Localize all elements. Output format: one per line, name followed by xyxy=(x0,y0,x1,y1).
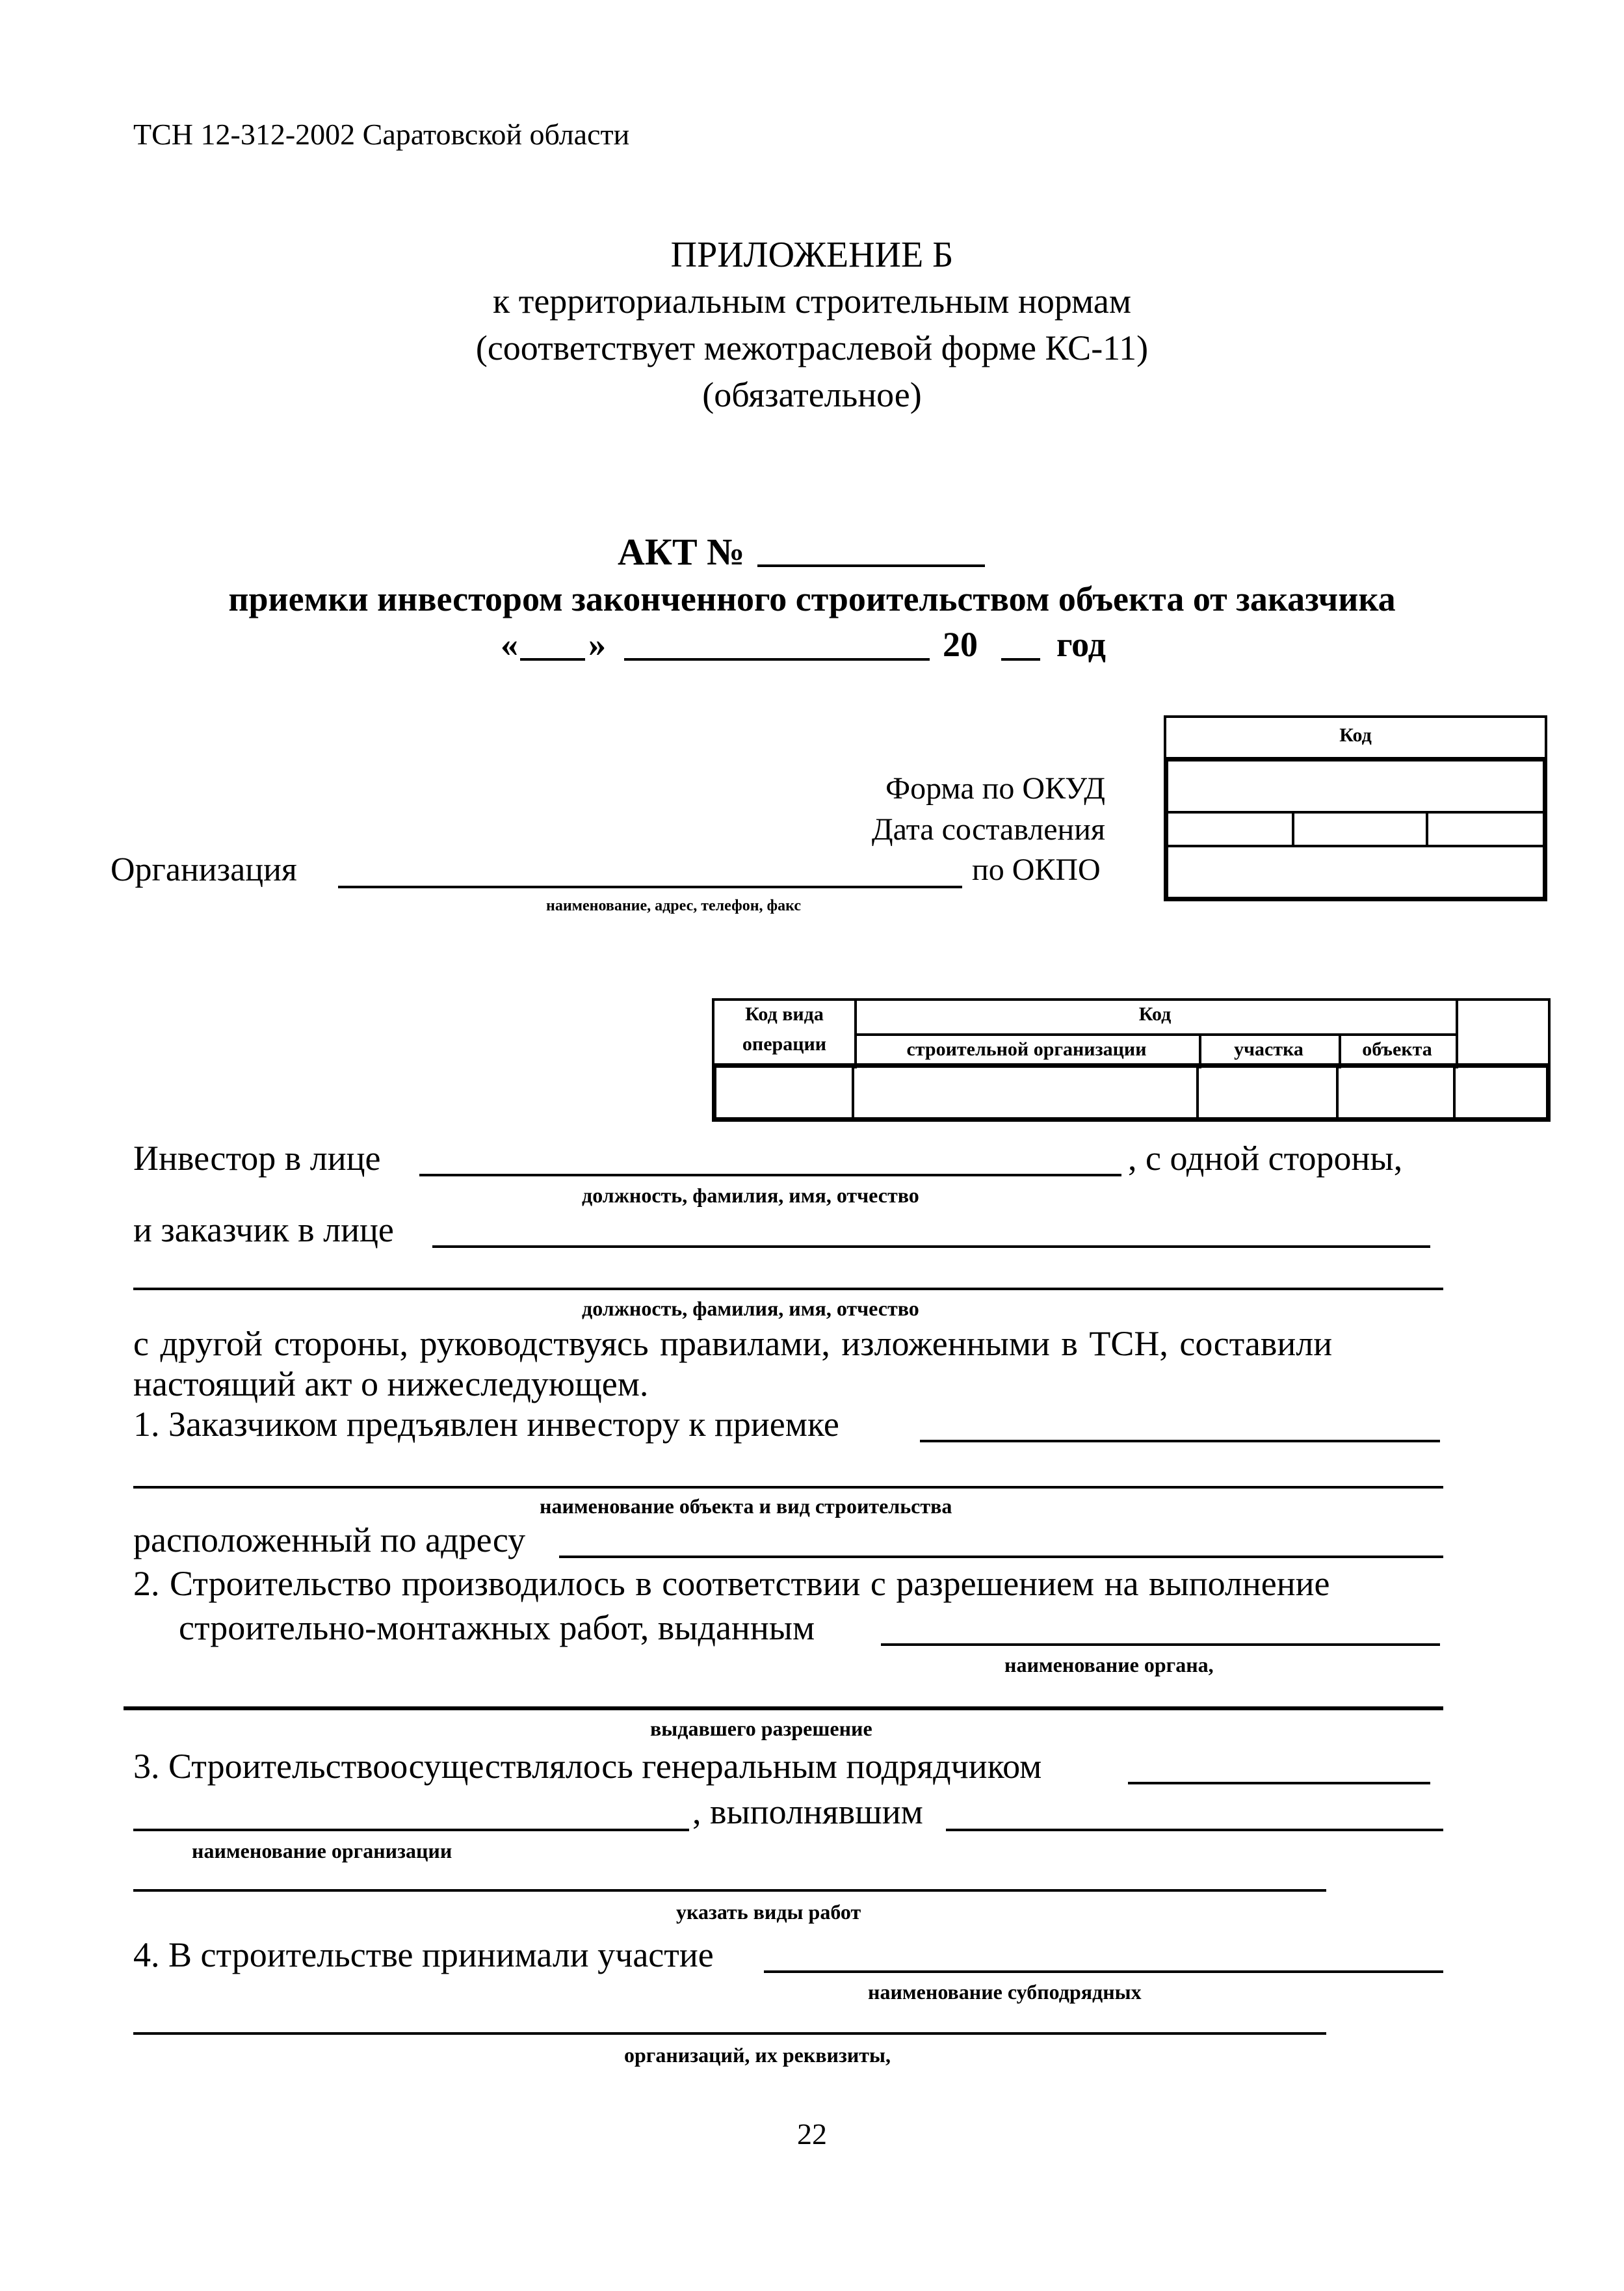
okud-code-field[interactable] xyxy=(1171,764,1541,808)
general-contractor-field-line2[interactable] xyxy=(133,1829,689,1831)
work-types-field[interactable] xyxy=(946,1829,1443,1831)
page-number: 22 xyxy=(797,2117,827,2151)
permit-issuer-field[interactable] xyxy=(881,1643,1440,1646)
customer-person-hint: должность, фамилия, имя, отчество xyxy=(582,1297,919,1320)
item-2-line-1: 2. Строительство производилось в соответствии с разрешением на выполнение xyxy=(133,1564,1330,1603)
code-header-label: Код xyxy=(1339,724,1372,746)
form-okud-label: Форма по ОКУД xyxy=(885,771,1105,806)
object-name-field-line2[interactable] xyxy=(133,1486,1443,1489)
general-contractor-field[interactable] xyxy=(1128,1782,1430,1784)
item-1-text: 1. Заказчиком предъявлен инвестору к приемке xyxy=(133,1405,839,1444)
item-2-line-2: строительно-монтажных работ, выданным xyxy=(179,1608,815,1647)
work-types-hint: указать виды работ xyxy=(676,1900,861,1924)
object-name-field[interactable] xyxy=(920,1440,1440,1442)
customer-label: и заказчик в лице xyxy=(133,1210,394,1249)
year-suffix: год xyxy=(1056,625,1106,664)
address-field[interactable] xyxy=(559,1556,1443,1558)
act-subtitle: приемки инвестором законченного строительством объекта от заказчика xyxy=(228,579,1396,618)
paragraph-line-1: с другой стороны, руководствуясь правилами, изложенными в ТСН, составили xyxy=(133,1324,1333,1363)
date-day-cell[interactable] xyxy=(1171,816,1288,845)
subcontractors-field-line2[interactable] xyxy=(133,2032,1326,2035)
object-name-hint: наименование объекта и вид строительства xyxy=(540,1494,952,1518)
paragraph-line-2: настоящий акт о нижеследующем. xyxy=(133,1364,649,1403)
one-side-text: , с одной стороны, xyxy=(1128,1139,1403,1178)
code-header-cell xyxy=(1164,715,1547,760)
appendix-line-1: к территориальным строительным нормам xyxy=(493,282,1131,321)
date-month-cell[interactable] xyxy=(1297,816,1423,845)
operations-values-row xyxy=(712,1063,1551,1122)
investor-person-field[interactable] xyxy=(419,1174,1121,1176)
okpo-code-field[interactable] xyxy=(1171,850,1541,895)
col-section: участка xyxy=(1234,1039,1303,1060)
customer-person-field-line2[interactable] xyxy=(133,1288,1443,1290)
code-group-header: Код xyxy=(1138,1003,1172,1025)
okpo-label: по ОКПО xyxy=(972,853,1101,887)
object-code-field[interactable] xyxy=(1341,1070,1450,1116)
date-month-field[interactable] xyxy=(624,658,930,661)
item-3-text: 3. Строительствоосуществлялось генеральным подрядчиком xyxy=(133,1747,1042,1786)
date-open-quote: « xyxy=(501,625,518,664)
col-object: объекта xyxy=(1362,1039,1432,1060)
item-4-text: 4. В строительстве принимали участие xyxy=(133,1935,714,1974)
subcontractors-field[interactable] xyxy=(764,1970,1443,1973)
code-value-box xyxy=(1164,757,1547,901)
contractor-org-hint: наименование организации xyxy=(192,1839,452,1862)
date-composed-label: Дата составления xyxy=(871,812,1105,847)
subcontractors-hint-2: организаций, их реквизиты, xyxy=(624,2043,891,2067)
organization-field[interactable] xyxy=(338,886,962,888)
appendix-title: ПРИЛОЖЕНИЕ Б xyxy=(670,235,954,275)
permit-issuer-hint: выдавшего разрешение xyxy=(650,1717,872,1740)
appendix-line-3: (обязательное) xyxy=(702,375,922,414)
permit-organ-hint: наименование органа, xyxy=(1004,1653,1214,1676)
permit-issuer-field-line2[interactable] xyxy=(124,1706,1443,1710)
located-label: расположенный по адресу xyxy=(133,1520,526,1559)
year-field[interactable] xyxy=(1001,658,1040,661)
investor-person-hint: должность, фамилия, имя, отчество xyxy=(582,1184,919,1207)
op-code-header-l2: операции xyxy=(742,1033,827,1055)
date-day-field[interactable] xyxy=(520,658,585,661)
op-code-header-l1: Код вида xyxy=(745,1003,824,1025)
date-year-cell[interactable] xyxy=(1431,816,1541,845)
performed-label: , выполнявшим xyxy=(692,1792,923,1831)
date-close-quote: » xyxy=(588,625,606,664)
document-reference: ТСН 12-312-2002 Саратовской области xyxy=(133,118,630,151)
organization-hint: наименование, адрес, телефон, факс xyxy=(546,897,802,914)
section-code-field[interactable] xyxy=(1201,1070,1333,1116)
investor-label: Инвестор в лице xyxy=(133,1139,381,1178)
col-construction-org: строительной организации xyxy=(906,1039,1147,1060)
construction-org-code-field[interactable] xyxy=(857,1070,1194,1116)
customer-person-field[interactable] xyxy=(432,1245,1430,1248)
year-prefix: 20 xyxy=(943,625,978,664)
work-types-field-line2[interactable] xyxy=(133,1889,1326,1892)
act-number-field[interactable] xyxy=(757,564,985,567)
appendix-line-2: (соответствует межотраслевой форме КС-11) xyxy=(475,328,1149,367)
act-title: АКТ № xyxy=(618,531,745,573)
organization-label: Организация xyxy=(111,851,297,888)
op-code-value-field[interactable] xyxy=(719,1070,849,1116)
subcontractors-hint: наименование субподрядных xyxy=(868,1980,1142,2004)
